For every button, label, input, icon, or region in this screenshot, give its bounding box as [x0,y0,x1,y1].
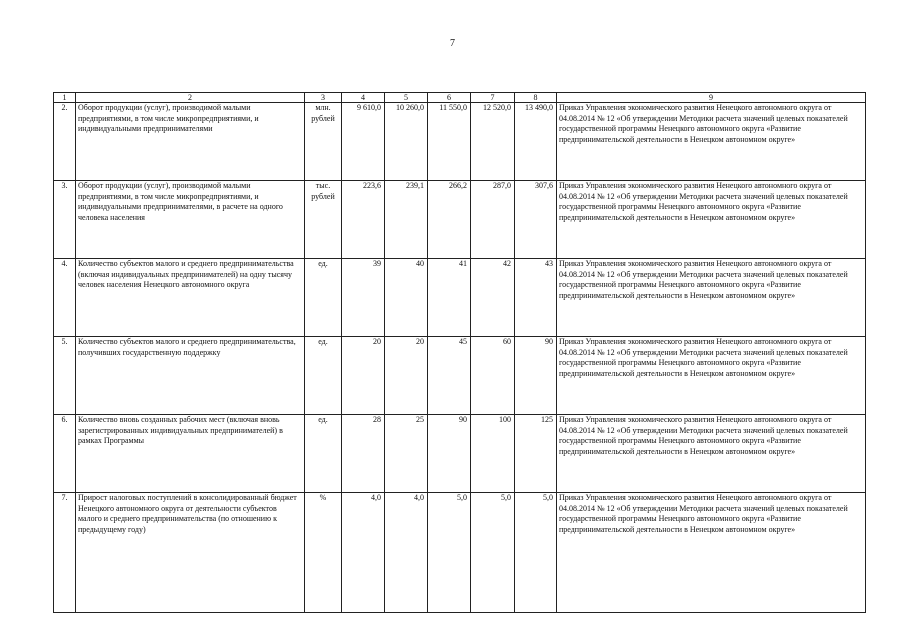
value-cell: 287,0 [471,181,515,259]
row-number: 5. [54,337,76,415]
header-cell: 7 [471,93,515,103]
value-cell: 239,1 [385,181,428,259]
value-cell: 90 [428,415,471,493]
page-number: 7 [450,38,455,49]
table-row [54,103,866,181]
table-row [54,259,866,337]
row-number: 7. [54,493,76,613]
header-row [54,93,866,103]
value-cell: 11 550,0 [428,103,471,181]
value-cell: 20 [342,337,385,415]
value-cell: 40 [385,259,428,337]
unit-cell: ед. [305,337,342,415]
unit-cell: тыс. рублей [305,181,342,259]
value-cell: 60 [471,337,515,415]
unit-cell: % [305,493,342,613]
header-cell: 3 [305,93,342,103]
indicator-name: Количество вновь созданных рабочих мест (включая вновь зарегистрированных индивидуальных предпринимателей) в рамках Программы [76,415,305,493]
table-row [54,493,866,613]
source-cell: Приказ Управления экономического развития Ненецкого автономного округа от 04.08.2014 № 12 «Об утверждении Методики расчета значений целевых показателей государственной программы Ненецкого автономного округа «Развитие предпринимательской деятельности в Ненецком автономном округе» [557,259,866,337]
value-cell: 125 [515,415,557,493]
value-cell: 4,0 [385,493,428,613]
table-row [54,415,866,493]
source-cell: Приказ Управления экономического развития Ненецкого автономного округа от 04.08.2014 № 12 «Об утверждении Методики расчета значений целевых показателей государственной программы Ненецкого автономного округа «Развитие предпринимательской деятельности в Ненецком автономном округе» [557,415,866,493]
table-row [54,337,866,415]
value-cell: 9 610,0 [342,103,385,181]
value-cell: 100 [471,415,515,493]
value-cell: 28 [342,415,385,493]
value-cell: 20 [385,337,428,415]
unit-cell: млн. рублей [305,103,342,181]
row-number: 4. [54,259,76,337]
header-cell: 8 [515,93,557,103]
row-number: 6. [54,415,76,493]
value-cell: 223,6 [342,181,385,259]
value-cell: 90 [515,337,557,415]
source-cell: Приказ Управления экономического развития Ненецкого автономного округа от 04.08.2014 № 12 «Об утверждении Методики расчета значений целевых показателей государственной программы Ненецкого автономного округа «Развитие предпринимательской деятельности в Ненецком автономном округе» [557,493,866,613]
value-cell: 307,6 [515,181,557,259]
table-row [54,181,866,259]
value-cell: 39 [342,259,385,337]
value-cell: 45 [428,337,471,415]
indicator-name: Оборот продукции (услуг), производимой малыми предприятиями, в том числе микропредприятиями, и индивидуальными предпринимателями [76,103,305,181]
value-cell: 5,0 [515,493,557,613]
header-cell: 5 [385,93,428,103]
row-number: 3. [54,181,76,259]
value-cell: 4,0 [342,493,385,613]
source-cell: Приказ Управления экономического развития Ненецкого автономного округа от 04.08.2014 № 12 «Об утверждении Методики расчета значений целевых показателей государственной программы Ненецкого автономного округа «Развитие предпринимательской деятельности в Ненецком автономном округе» [557,181,866,259]
value-cell: 5,0 [471,493,515,613]
indicator-name: Оборот продукции (услуг), производимой малыми предприятиями, в том числе микропредприятиями, и индивидуальными предпринимателями, в расчете на одного человека населения [76,181,305,259]
unit-cell: ед. [305,415,342,493]
value-cell: 25 [385,415,428,493]
header-cell: 1 [54,93,76,103]
value-cell: 10 260,0 [385,103,428,181]
value-cell: 5,0 [428,493,471,613]
value-cell: 43 [515,259,557,337]
header-cell: 2 [76,93,305,103]
header-cell: 6 [428,93,471,103]
value-cell: 42 [471,259,515,337]
value-cell: 12 520,0 [471,103,515,181]
indicator-name: Количество субъектов малого и среднего предпринимательства, получивших государственную поддержку [76,337,305,415]
value-cell: 13 490,0 [515,103,557,181]
header-cell: 4 [342,93,385,103]
row-number: 2. [54,103,76,181]
unit-cell: ед. [305,259,342,337]
source-cell: Приказ Управления экономического развития Ненецкого автономного округа от 04.08.2014 № 12 «Об утверждении Методики расчета значений целевых показателей государственной программы Ненецкого автономного округа «Развитие предпринимательской деятельности в Ненецком автономном округе» [557,103,866,181]
value-cell: 266,2 [428,181,471,259]
indicator-name: Прирост налоговых поступлений в консолидированный бюджет Ненецкого автономного округа от деятельности субъектов малого и среднего предпринимательства (по отношению к предыдущему году) [76,493,305,613]
source-cell: Приказ Управления экономического развития Ненецкого автономного округа от 04.08.2014 № 12 «Об утверждении Методики расчета значений целевых показателей государственной программы Ненецкого автономного округа «Развитие предпринимательской деятельности в Ненецком автономном округе» [557,337,866,415]
indicator-name: Количество субъектов малого и среднего предпринимательства (включая индивидуальных предпринимателей) на одну тысячу человек населения Ненецкого автономного округа [76,259,305,337]
header-cell: 9 [557,93,866,103]
indicators-table [53,92,866,613]
value-cell: 41 [428,259,471,337]
